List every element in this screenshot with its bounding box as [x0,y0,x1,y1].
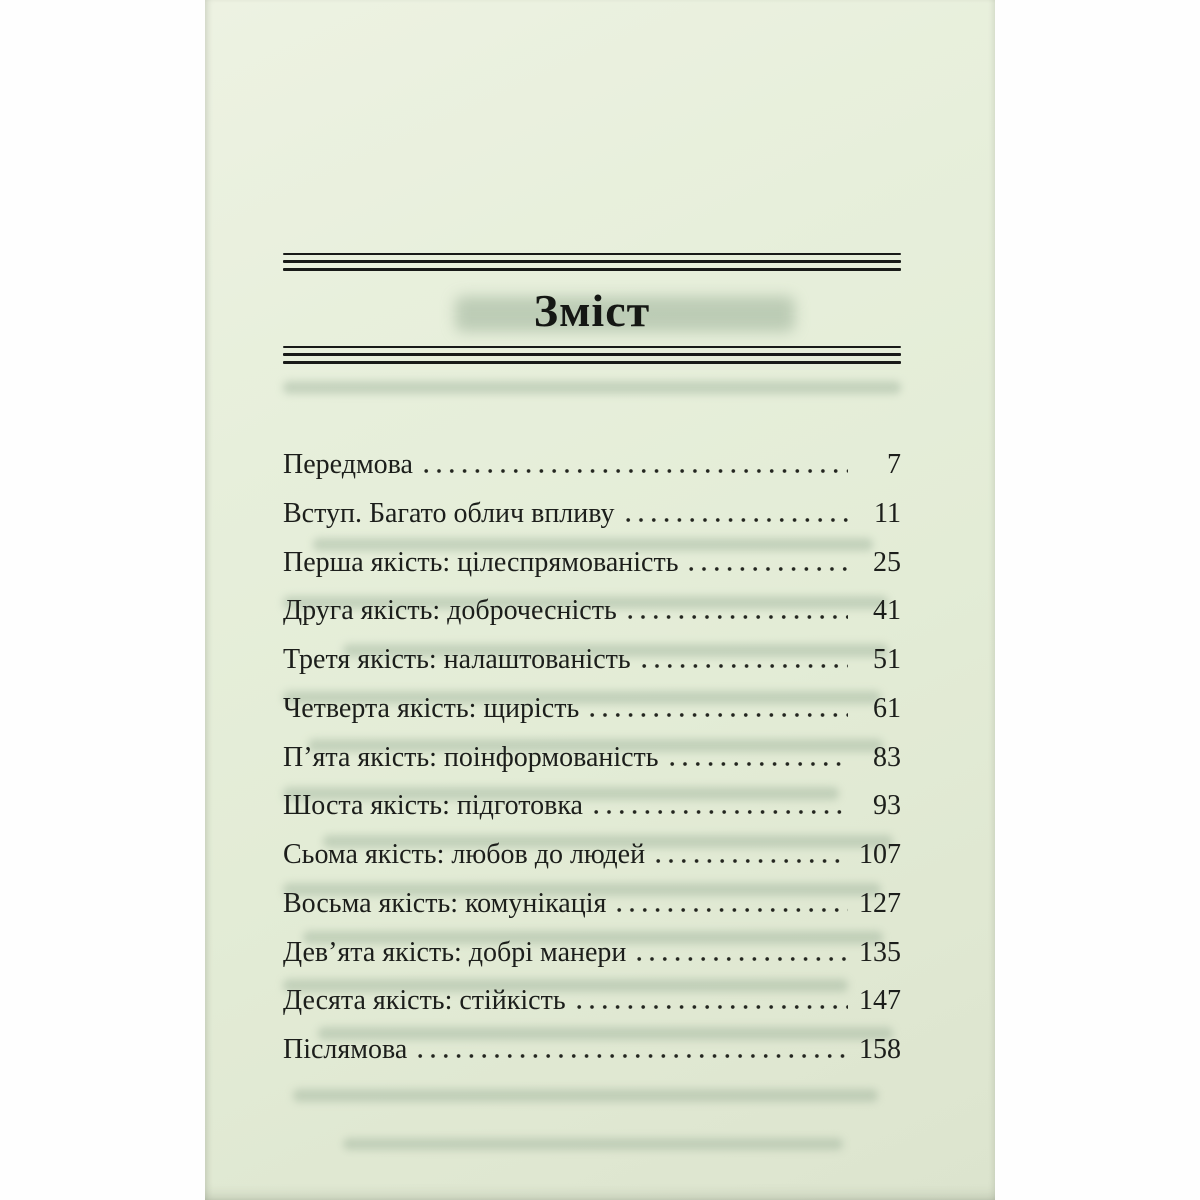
toc-entry-page-number: 147 [859,985,901,1017]
toc-entry [283,539,901,588]
dot-leader [590,713,848,717]
bottom-divider-rules [283,346,901,364]
toc-entry-label: Післямова [283,1034,408,1065]
toc-entry-label: Шоста якість: підготовка [283,790,583,822]
toc-entry [283,490,901,539]
dot-leader [617,908,848,912]
dot-leader [628,615,848,619]
dot-leader [670,762,848,766]
dot-leader [418,1054,848,1058]
toc-entry-page-number: 83 [873,741,901,773]
toc-entry [283,587,901,636]
toc-entry-page-number: 11 [874,497,901,529]
toc-list [283,441,901,1075]
dot-leader [637,957,848,961]
page-title: Зміст [533,285,651,336]
divider-line [283,346,901,348]
toc-entry-page-number: 158 [859,1034,901,1065]
toc-entry [283,929,901,978]
toc-entry [283,782,901,831]
toc-entry-page-number: 25 [873,546,901,578]
dot-leader [626,518,848,522]
dot-leader [642,664,848,668]
toc-entry-label: Дев’ята якість: добрі манери [283,936,627,968]
toc-entry [283,831,901,880]
toc-entry-label: Третя якість: налаштованість [283,644,631,675]
divider-line [283,253,901,255]
toc-entry-page-number: 51 [873,644,901,675]
divider-line [283,353,901,356]
toc-entry [283,734,901,783]
toc-entry [283,880,901,929]
toc-entry-label: Вступ. Багато облич впливу [283,497,615,529]
toc-entry-page-number: 41 [873,595,901,627]
toc-entry-label: Четверта якість: щирість [283,692,580,724]
toc-entry [283,441,901,490]
toc-entry-label: Десята якість: стійкість [283,985,566,1017]
toc-entry-page-number: 127 [859,887,901,919]
dot-leader [656,859,848,863]
dot-leader [594,810,848,814]
toc-entry-label: П’ята якість: поінформованість [283,741,659,773]
toc-entry [283,685,901,734]
toc-entry [283,1026,901,1075]
toc-entry [283,977,901,1026]
toc-entry-label: Сьома якість: любов до людей [283,839,646,870]
divider-line [283,268,901,271]
toc-content [283,0,901,1200]
top-divider-rules [283,253,901,271]
toc-entry-page-number: 107 [859,839,901,870]
toc-entry-label: Передмова [283,449,413,480]
toc-entry-page-number: 7 [887,449,901,480]
toc-entry-label: Перша якість: цілеспрямованість [283,546,679,578]
toc-entry-page-number: 61 [873,692,901,724]
toc-entry-page-number: 93 [873,790,901,822]
dot-leader [424,469,848,473]
dot-leader [577,1005,848,1009]
toc-entry [283,636,901,685]
divider-line [283,361,901,364]
book-page [205,0,995,1200]
dot-leader [689,567,848,571]
toc-entry-label: Восьма якість: комунікація [283,887,607,919]
toc-entry-page-number: 135 [859,936,901,968]
toc-entry-label: Друга якість: доброчесність [283,595,617,627]
divider-line [283,260,901,263]
